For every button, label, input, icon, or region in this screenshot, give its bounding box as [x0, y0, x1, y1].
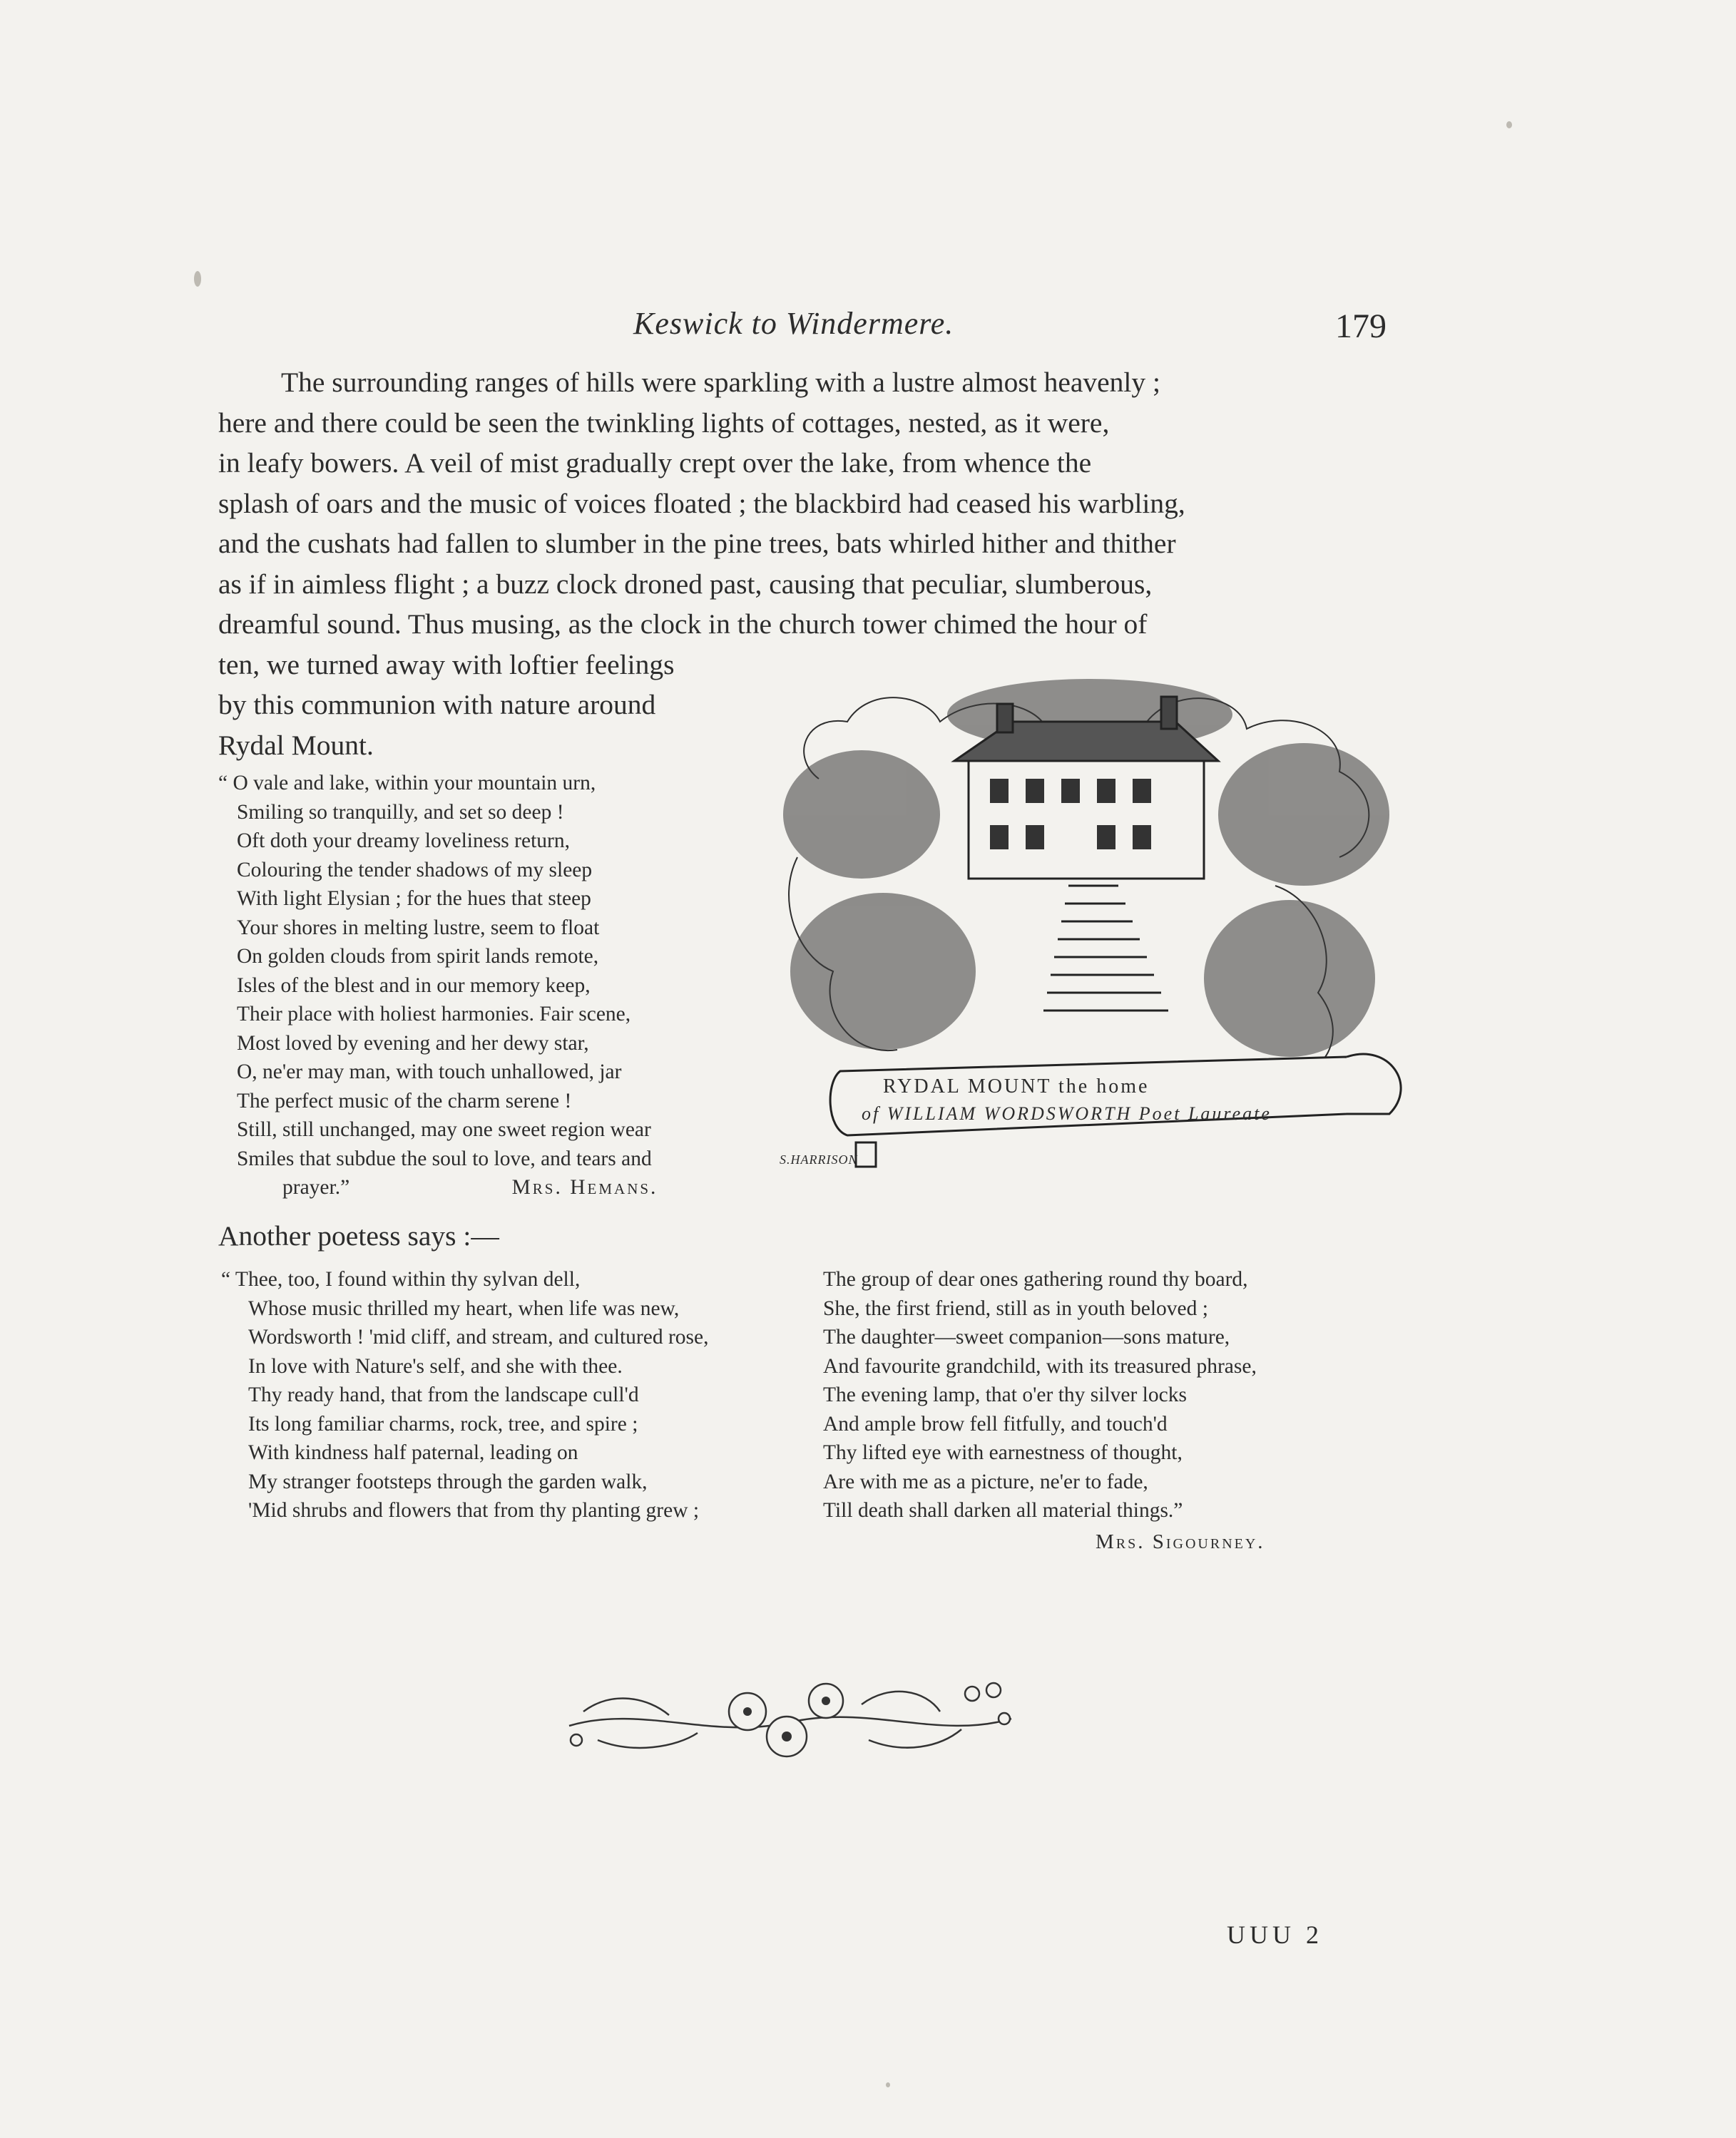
paper-speck — [886, 2082, 890, 2087]
foliage-mass — [783, 750, 940, 879]
poem-line: With light Elysian ; for the hues that steep — [237, 887, 591, 910]
poem-line: Thy ready hand, that from the landscape cull'd — [248, 1383, 639, 1406]
poem-last-line — [218, 1173, 658, 1202]
poem-line: “ Thee, too, I found within thy sylvan dell, — [221, 1268, 581, 1291]
poem-line: With kindness half paternal, leading on — [248, 1441, 578, 1464]
poem-line: Colouring the tender shadows of my sleep — [237, 858, 593, 881]
caption-line-1: RYDAL MOUNT the home — [883, 1075, 1150, 1098]
poem-line: “ O vale and lake, within your mountain urn, — [218, 772, 596, 794]
poem-hemans — [218, 769, 658, 1202]
house-window — [1097, 779, 1115, 803]
banner-scroll — [1347, 1054, 1401, 1114]
foliage-mass — [790, 893, 976, 1050]
house-window — [1061, 779, 1080, 803]
house-window — [1026, 825, 1044, 849]
foliage-mass — [1204, 900, 1375, 1057]
poem-line: 'Mid shrubs and flowers that from thy planting grew ; — [248, 1499, 700, 1522]
paragraph-line: splash of oars and the music of voices floated ; the blackbird had ceased his warbling, — [218, 487, 1185, 519]
poem-line: On golden clouds from spirit lands remote, — [237, 945, 599, 968]
poem-line: Your shores in melting lustre, seem to float — [237, 916, 600, 939]
house-window — [1133, 825, 1151, 849]
paragraph-line: dreamful sound. Thus musing, as the clock in the church tower chimed the hour of — [218, 608, 1148, 640]
poem-line: O, ne'er may man, with touch unhallowed, jar — [237, 1060, 622, 1083]
ornament-flower — [571, 1734, 582, 1746]
page-number: 179 — [1335, 307, 1387, 345]
ornament-flower-center — [743, 1707, 752, 1716]
poem-line: Their place with holiest harmonies. Fair scene, — [237, 1003, 631, 1025]
signature-mark: UUU 2 — [1227, 1920, 1323, 1949]
poem-line: Wordsworth ! 'mid cliff, and stream, and cultured rose, — [248, 1326, 709, 1349]
paragraph-line: Rydal Mount. — [218, 729, 374, 761]
poem-line: She, the first friend, still as in youth beloved ; — [823, 1296, 1208, 1320]
poem-line: The evening lamp, that o'er thy silver locks — [823, 1383, 1187, 1406]
house-window — [990, 825, 1009, 849]
poem-sigourney-left — [221, 1265, 709, 1525]
house-window — [1097, 825, 1115, 849]
poem-line: Oft doth your dreamy loveliness return, — [237, 829, 570, 852]
poem-line: Still, still unchanged, may one sweet region wear — [237, 1118, 651, 1141]
ornament-leaf — [583, 1698, 669, 1715]
ornament-leaf — [862, 1692, 940, 1712]
poem-line: In love with Nature's self, and she with thee. — [248, 1354, 623, 1378]
running-head: Keswick to Windermere. — [633, 306, 954, 341]
paragraph-line: in leafy bowers. A veil of mist gradually crept over the lake, from whence the — [218, 447, 1092, 479]
poem-line: Whose music thrilled my heart, when life was new, — [248, 1296, 680, 1320]
house-wall — [969, 757, 1204, 879]
poem-line: The perfect music of the charm serene ! — [237, 1089, 572, 1113]
floral-ornament — [555, 1662, 1026, 1769]
ornament-leaf — [598, 1733, 698, 1748]
poem-sigourney-right — [823, 1265, 1257, 1525]
poem-line: prayer.” — [282, 1176, 350, 1199]
poem-line: Till death shall darken all material things.” — [823, 1499, 1183, 1522]
artist-monogram — [856, 1142, 876, 1167]
paper-speck — [1506, 121, 1512, 128]
ornament-flower — [999, 1713, 1010, 1724]
poem-line: Smiles that subdue the soul to love, and tears and — [237, 1147, 652, 1170]
poem-line: My stranger footsteps through the garden walk, — [248, 1470, 648, 1493]
paragraph-line: as if in aimless flight ; a buzz clock droned past, causing that peculiar, slumberous, — [218, 568, 1153, 600]
caption-line-2: of WILLIAM WORDSWORTH Poet Laureate — [862, 1103, 1272, 1124]
artist-signature: S.HARRISON — [780, 1152, 858, 1167]
house-window — [1026, 779, 1044, 803]
paragraph-line: and the cushats had fallen to slumber in the pine trees, bats whirled hither and thither — [218, 528, 1176, 559]
paragraph-line: by this communion with nature around — [218, 689, 656, 720]
poem-line: Thy lifted eye with earnestness of thought, — [823, 1441, 1183, 1464]
paragraph-line: here and there could be seen the twinkling lights of cottages, nested, as it were, — [218, 406, 1110, 439]
poem-signature: Mrs. Sigourney. — [1096, 1530, 1265, 1553]
poem-line: The daughter—sweet companion—sons mature, — [823, 1326, 1230, 1349]
poem-line: Smiling so tranquilly, and set so deep ! — [237, 800, 564, 824]
house-window — [990, 779, 1009, 803]
chimney — [1161, 697, 1177, 729]
chimney — [997, 704, 1013, 732]
poem-line: And favourite grandchild, with its treasured phrase, — [823, 1354, 1257, 1378]
ornament-flower — [965, 1687, 979, 1701]
ornament-flower-center — [782, 1732, 792, 1741]
poem-line: The group of dear ones gathering round thy board, — [823, 1268, 1248, 1291]
house-window — [1133, 779, 1151, 803]
poem-signature: Mrs. Hemans. — [511, 1176, 658, 1199]
paragraph-line: ten, we turned away with loftier feelings — [218, 648, 675, 680]
paper-speck — [194, 271, 201, 287]
paragraph-line: The surrounding ranges of hills were sparkling with a lustre almost heavenly ; — [281, 367, 1160, 398]
another-poetess-line: Another poetess says :— — [218, 1220, 499, 1252]
rydal-mount-illustration — [776, 672, 1418, 1207]
ornament-leaf — [869, 1729, 961, 1748]
ornament-flower — [986, 1683, 1001, 1697]
foliage-mass — [1218, 743, 1389, 886]
ornament-flower-center — [822, 1697, 830, 1705]
poem-line: Isles of the blest and in our memory keep, — [237, 973, 591, 997]
poem-line: Are with me as a picture, ne'er to fade, — [823, 1470, 1148, 1493]
poem-line: And ample brow fell fitfully, and touch'd — [823, 1412, 1168, 1436]
poem-line: Its long familiar charms, rock, tree, and spire ; — [248, 1412, 638, 1436]
poem-line: Most loved by evening and her dewy star, — [237, 1031, 589, 1055]
